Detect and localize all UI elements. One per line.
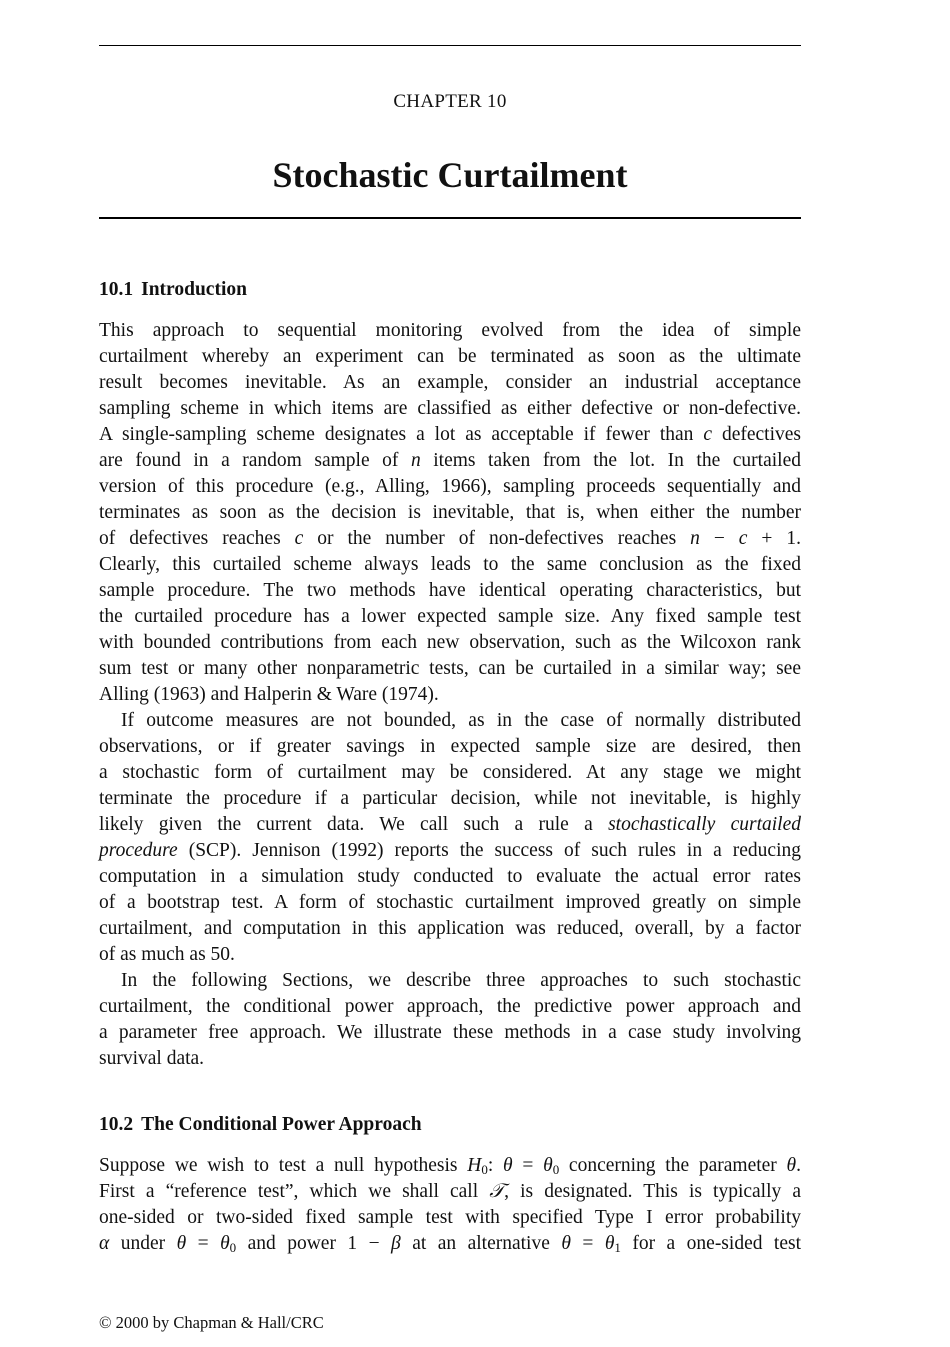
italic-run — [690, 528, 700, 549]
text-line — [99, 474, 801, 500]
text-run: Clearly, this curtailed scheme always leads to the same conclusion as the fixed — [99, 554, 801, 575]
italic-run — [411, 450, 421, 471]
italic-text: n — [410, 450, 421, 471]
italic-text: 𝒯 — [489, 1181, 505, 1202]
text-run: likely given the current data. We call such a rule a — [99, 814, 609, 835]
subscript: 0 — [481, 1162, 488, 1177]
text-line — [99, 552, 801, 578]
text-run: In the following Sections, we describe three approaches to such stochastic — [121, 970, 801, 991]
italic-text: stochastically curtailed — [608, 814, 801, 835]
text-line — [99, 344, 801, 370]
text-line — [99, 760, 801, 786]
text-run: , is designated. This is typically a — [504, 1181, 801, 1202]
text-run: the curtailed procedure has a lower expected sample size. Any fixed sample test — [99, 606, 801, 627]
italic-text: β — [391, 1233, 401, 1254]
text-run: at an alternative — [400, 1233, 562, 1254]
subscript: 0 — [552, 1162, 560, 1177]
text-run: of as much as 50. — [99, 944, 235, 965]
text-run: and power 1 − — [236, 1233, 392, 1254]
text-run: = — [570, 1233, 605, 1254]
math-symbol — [543, 1155, 559, 1176]
text-line — [99, 604, 801, 630]
text-line — [99, 942, 801, 968]
italic-text: c — [294, 528, 304, 549]
text-run: concerning the parameter — [559, 1155, 787, 1176]
text-line — [99, 864, 801, 890]
italic-text: c — [738, 528, 748, 549]
text-line — [99, 318, 801, 344]
text-run: of defectives reaches — [99, 528, 295, 549]
section-heading-conditional-power — [99, 1114, 422, 1136]
italic-run — [99, 840, 178, 861]
text-run: : — [487, 1155, 504, 1176]
text-line — [99, 1020, 801, 1046]
text-line — [99, 1231, 801, 1257]
text-run: sample procedure. The two methods have identical operating characteristics, but — [99, 580, 801, 601]
paragraph — [99, 318, 801, 708]
italic-text: θ — [503, 1155, 513, 1176]
text-line — [99, 370, 801, 396]
text-line — [99, 1179, 801, 1205]
italic-text: θ — [786, 1155, 797, 1176]
title-rule — [99, 217, 801, 219]
text-line — [99, 994, 801, 1020]
italic-run — [391, 1233, 401, 1254]
text-line — [99, 630, 801, 656]
text-run: observations, or if greater savings in expected sample size are desired, then — [99, 736, 801, 757]
text-run: under — [109, 1233, 177, 1254]
italic-run — [99, 1233, 109, 1254]
italic-run — [503, 1155, 513, 1176]
text-line — [99, 682, 801, 708]
paragraph — [99, 708, 801, 968]
text-line — [99, 734, 801, 760]
text-run: terminate the procedure if a particular decision, while not inevitable, is highly — [99, 788, 801, 809]
text-run: A single-sampling scheme designates a lot as acceptable if fewer than — [99, 424, 704, 445]
section-title: Introduction — [141, 279, 247, 300]
text-run: + 1. — [747, 528, 801, 549]
italic-text: α — [99, 1233, 110, 1254]
italic-text: c — [703, 424, 713, 445]
section-heading-introduction — [99, 279, 247, 301]
text-line — [99, 396, 801, 422]
math-symbol — [605, 1233, 621, 1254]
text-run: sampling scheme in which items are classified as either defective or non-defective. — [99, 398, 801, 419]
text-line — [99, 708, 801, 734]
text-line — [99, 838, 801, 864]
text-line — [99, 916, 801, 942]
text-run: Alling (1963) and Halperin & Ware (1974). — [99, 684, 439, 705]
text-run: terminates as soon as the decision is inevitable, that is, when either the number — [99, 502, 801, 523]
italic-run — [177, 1233, 187, 1254]
text-run: of a bootstrap test. A form of stochastic curtailment improved greatly on simple — [99, 892, 801, 913]
text-run: − — [699, 528, 739, 549]
math-symbol — [467, 1155, 488, 1176]
text-run: with bounded contributions from each new observation, such as the Wilcoxon rank — [99, 632, 801, 653]
italic-run — [489, 1181, 504, 1202]
text-run: If outcome measures are not bounded, as in the case of normally distributed — [121, 710, 801, 731]
italic-text: n — [690, 528, 700, 549]
italic-text: θ — [220, 1233, 230, 1254]
text-line — [99, 890, 801, 916]
text-line — [99, 578, 801, 604]
section-number: 10.2 — [99, 1114, 134, 1135]
italic-text: procedure — [99, 840, 178, 861]
text-run: computation in a simulation study conducted to evaluate the actual error rates — [99, 866, 801, 887]
text-run: defectives — [712, 424, 802, 445]
text-run: This approach to sequential monitoring evolved from the idea of simple — [99, 320, 801, 341]
text-run: items taken from the lot. In the curtailed — [420, 450, 801, 471]
chapter-title: Stochastic Curtailment — [272, 155, 628, 195]
text-run: result becomes inevitable. As an example, consider an industrial acceptance — [99, 372, 801, 393]
text-run: (SCP). Jennison (1992) reports the success of such rules in a reducing — [177, 840, 801, 861]
text-run: or the number of non-defectives reaches — [303, 528, 691, 549]
text-line — [99, 786, 801, 812]
text-line — [99, 422, 801, 448]
copyright-footer: © 2000 by Chapman & Hall/CRC — [99, 1313, 324, 1332]
text-line — [99, 448, 801, 474]
italic-run — [608, 814, 801, 835]
text-run: = — [186, 1233, 221, 1254]
text-line — [99, 500, 801, 526]
text-run: survival data. — [99, 1048, 205, 1069]
text-line — [99, 1205, 801, 1231]
text-run: for a one-sided test — [620, 1233, 802, 1254]
italic-run — [703, 424, 712, 445]
text-line — [99, 1046, 801, 1072]
italic-text: θ — [561, 1233, 571, 1254]
text-line — [99, 526, 801, 552]
italic-run — [787, 1155, 797, 1176]
text-run: curtailment, the conditional power approach, the predictive power approach and — [99, 996, 801, 1017]
text-run: = — [512, 1155, 544, 1176]
italic-run — [561, 1233, 571, 1254]
text-line — [99, 1153, 801, 1179]
text-run: Suppose we wish to test a null hypothesis — [99, 1155, 468, 1176]
text-run: version of this procedure (e.g., Alling, 1966), sampling proceeds sequentially and — [99, 476, 801, 497]
text-run: curtailment whereby an experiment can be terminated as soon as the ultimate — [99, 346, 801, 367]
paragraph — [99, 968, 801, 1072]
italic-text: θ — [176, 1233, 187, 1254]
section-title: The Conditional Power Approach — [141, 1114, 422, 1135]
paragraph — [99, 1153, 801, 1257]
text-line — [99, 968, 801, 994]
text-run: curtailment, and computation in this application was reduced, overall, by a factor — [99, 918, 801, 939]
subscript: 1 — [614, 1240, 621, 1255]
section-number: 10.1 — [99, 279, 134, 300]
italic-text: θ — [543, 1155, 553, 1176]
text-run: sum test or many other nonparametric tests, can be curtailed in a similar way; see — [99, 658, 801, 679]
text-line — [99, 656, 801, 682]
text-run: a parameter free approach. We illustrate these methods in a case study involving — [99, 1022, 801, 1043]
chapter-label: CHAPTER 10 — [393, 91, 507, 112]
text-run: a stochastic form of curtailment may be considered. At any stage we might — [99, 762, 801, 783]
text-run: are found in a random sample of — [99, 450, 411, 471]
text-run: First a “reference test”, which we shall call — [99, 1181, 490, 1202]
top-rule — [99, 45, 801, 46]
subscript: 0 — [229, 1240, 237, 1255]
italic-text: H — [467, 1155, 482, 1176]
text-line — [99, 812, 801, 838]
text-run: . — [796, 1155, 802, 1176]
math-symbol — [220, 1233, 236, 1254]
text-run: one-sided or two-sided fixed sample test with specified Type I error probability — [99, 1207, 801, 1228]
italic-run — [295, 528, 304, 549]
italic-text: θ — [604, 1233, 615, 1254]
